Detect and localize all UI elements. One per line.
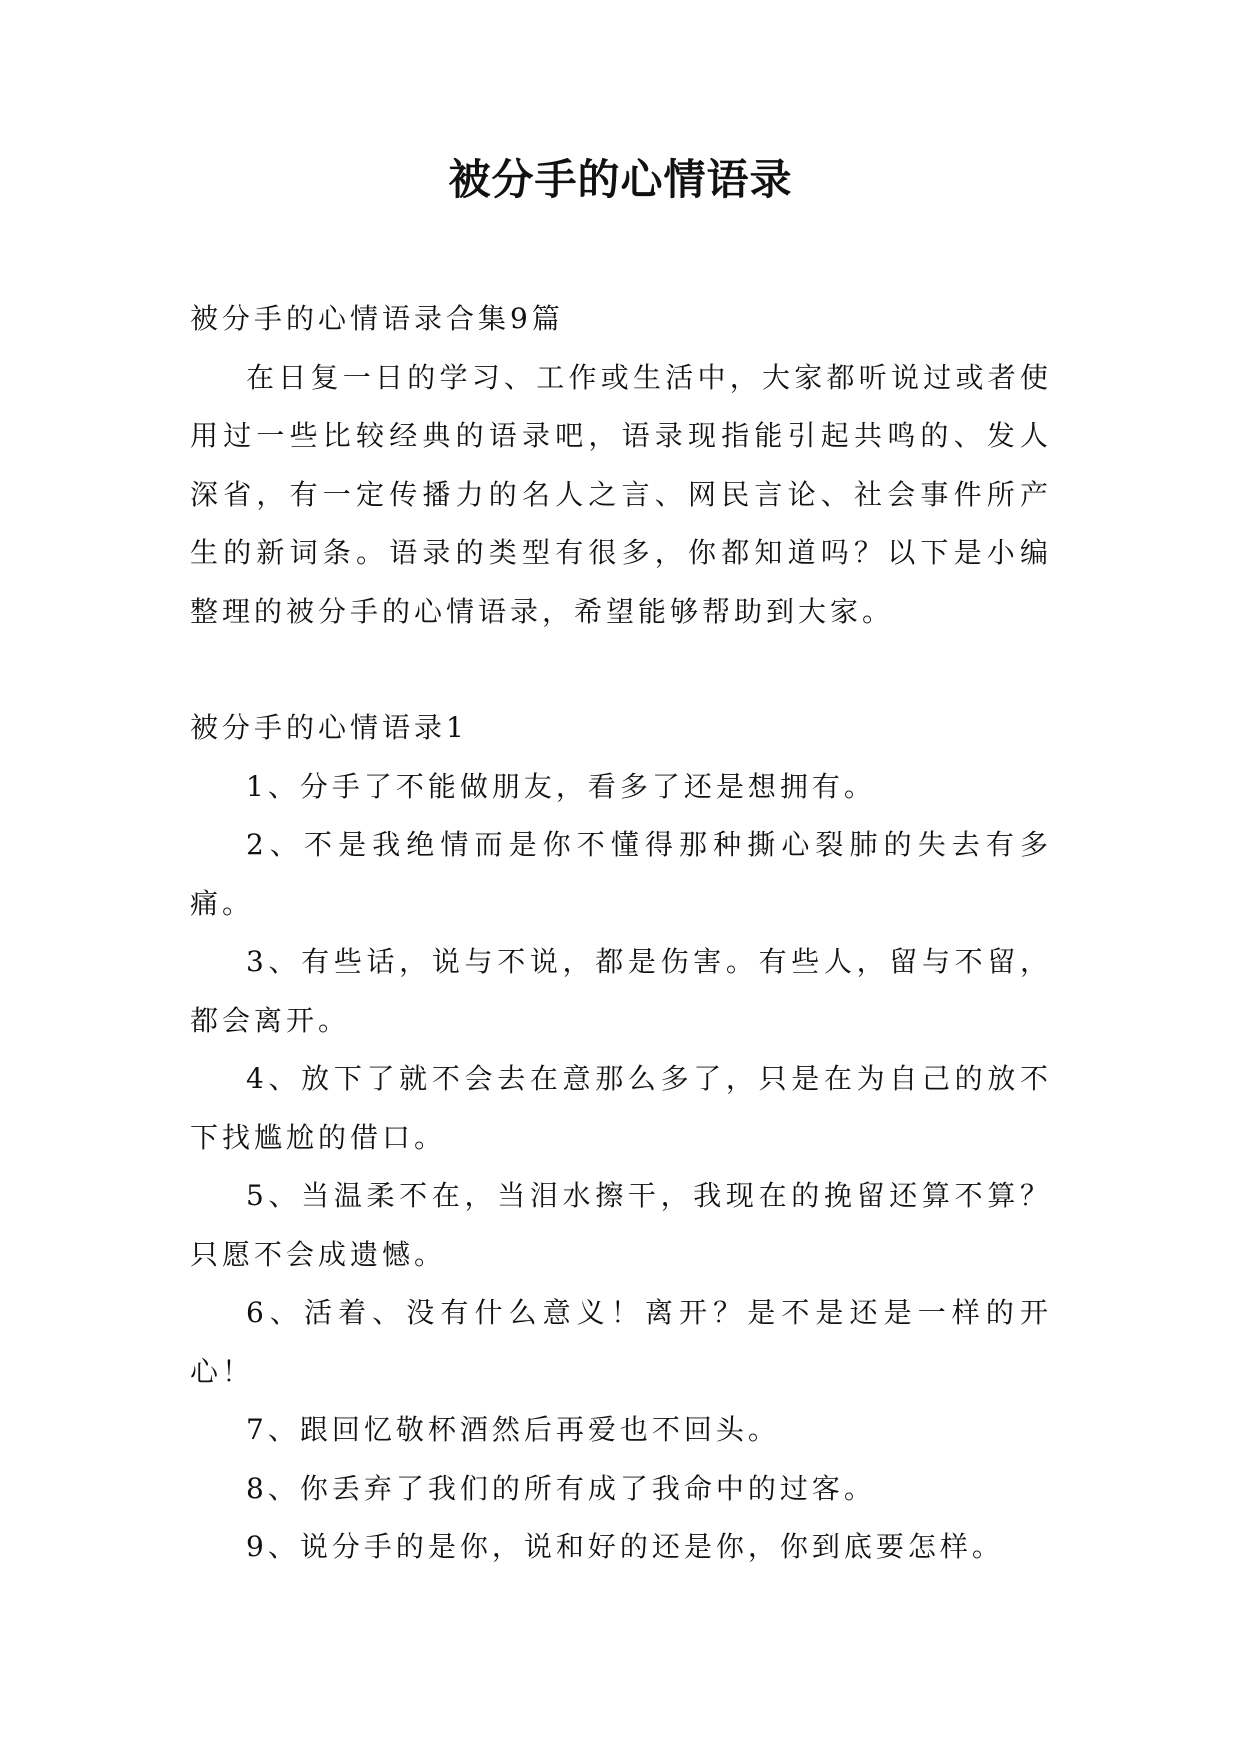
intro-paragraph: 在日复一日的学习、工作或生活中，大家都听说过或者使用过一些比较经典的语录吧，语录现指能引起共鸣的、发人深省，有一定传播力的名人之言、网民言论、社会事件所产生的新词条。语录的类型有很多，你都知道吗？以下是小编整理的被分手的心情语录，希望能够帮助到大家。 xyxy=(190,360,1052,628)
quote-item-8: 8、你丢弃了我们的所有成了我命中的过客。 xyxy=(246,1471,876,1505)
quote-item-6: 6、活着、没有什么意义！离开？是不是还是一样的开心！ xyxy=(190,1296,1052,1388)
page-title: 被分手的心情语录 xyxy=(448,155,793,204)
quote-item-2: 2、不是我绝情而是你不懂得那种撕心裂肺的失去有多痛。 xyxy=(190,828,1052,920)
paragraph-gap xyxy=(190,641,1052,699)
quote-item-5: 5、当温柔不在，当泪水擦干，我现在的挽留还算不算？只愿不会成遗憾。 xyxy=(190,1179,1052,1271)
document-body xyxy=(190,290,1052,1577)
quote-item-1: 1、分手了不能做朋友，看多了还是想拥有。 xyxy=(246,769,876,803)
section-heading: 被分手的心情语录1 xyxy=(190,711,468,744)
quote-item-7: 7、跟回忆敬杯酒然后再爱也不回头。 xyxy=(246,1413,780,1446)
quote-item-3: 3、有些话，说与不说，都是伤害。有些人，留与不留，都会离开。 xyxy=(190,945,1052,1037)
quote-item-4: 4、放下了就不会去在意那么多了，只是在为自己的放不下找尴尬的借口。 xyxy=(190,1062,1052,1154)
quote-item-9: 9、说分手的是你，说和好的还是你，你到底要怎样。 xyxy=(246,1530,1004,1563)
subtitle: 被分手的心情语录合集9篇 xyxy=(190,302,564,335)
